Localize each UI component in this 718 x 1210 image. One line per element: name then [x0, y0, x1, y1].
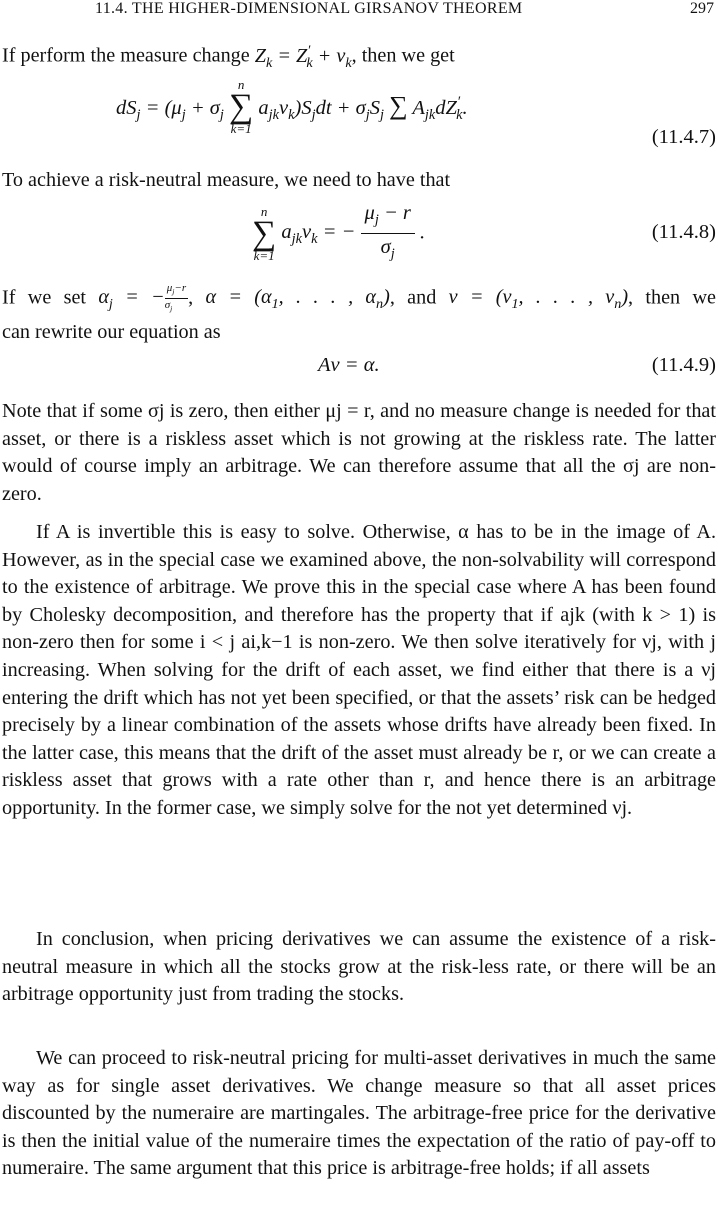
paragraph-conclusion: In conclusion, when pricing derivatives we can assume the existence of a risk-neutral measure in which all the stocks grow at the risk-less rate, or there will be an arbitrage opportunity just from trading the stocks.	[2, 928, 716, 1006]
equation-11-4-8	[0, 200, 718, 270]
running-head	[0, 0, 718, 22]
equation-11-4-7-label: (11.4.7)	[651, 126, 716, 148]
equation-11-4-7-formula: $dS_j = (\mu_j + \sigma_j$ n ∑ k=1 $a_{jk}\nu_k)S_jdt + \sigma_jS_j$ ∑ $A_{jk}dZ'_k$.	[116, 77, 468, 136]
intro-formula: $Z_k = Z'_k + \nu_k$	[254, 42, 352, 71]
note-paragraph	[2, 398, 716, 508]
paragraph-note: Note that if some σj is zero, then either μj = r, and no measure change is needed for that asset, or there is a riskless asset which is not growing at the riskless rate. The latter would of course imply an arbitrage. We can therefore assume that all the σj are non-zero.	[2, 400, 716, 505]
equation-11-4-9-formula: Aν = α.	[318, 354, 380, 376]
intro-text-after: , then we get	[351, 44, 455, 67]
running-head-title: 11.4. THE HIGHER-DIMENSIONAL GIRSANOV THEOREM	[95, 0, 523, 17]
paragraph-rewrite-end: can rewrite our equation as	[2, 320, 221, 343]
equation-11-4-9	[0, 354, 718, 384]
page-number: 297	[690, 0, 714, 17]
equation-11-4-7	[0, 78, 718, 158]
risk-neutral-line	[2, 167, 716, 195]
intro-text-before: If perform the measure change	[2, 44, 255, 67]
proceed-paragraph	[2, 1045, 716, 1183]
definition-paragraph: If we set $\alpha_j$ = − $\frac{\mu_j-r}{\sigma_j}$, $\alpha = (\alpha_1$, . . . , $\alpha_n$), and $\nu = (\nu_1$, . . . , $\nu_n$), then we can rewrite our equation as	[2, 282, 716, 347]
invertible-paragraph	[2, 519, 716, 823]
equation-11-4-8-formula: n ∑ k=1 $a_{jk}\nu_k$ = − $\frac{\mu_j - r}{\sigma_j}$ .	[252, 202, 426, 263]
equation-11-4-9-label: (11.4.9)	[651, 354, 716, 376]
conclusion-paragraph	[2, 926, 716, 1009]
paragraph-risk-neutral: To achieve a risk-neutral measure, we need to have that	[2, 169, 451, 191]
paragraph-invertible: If A is invertible this is easy to solve. Otherwise, α has to be in the image of A. However, as in the special case we examined above, the non-solvability will correspond to the existence of arbitrage. We prove this in the special case where A has been found by Cholesky decomposition, and therefore has the property that if ajk (with k > 1) is non-zero then for some i < j ai,k−1 is non-zero. We then solve iteratively for νj, with j increasing. When solving for the drift of each asset, we find either that there is a νj entering the drift which has not yet been specified, or that the assets’ risk can be hedged precisely by a linear combination of the assets whose drifts have already been fixed. In the latter case, this means that the drift of the asset must already be r, or we can create a riskless asset that grows with a rate other than r, and hence there is an arbitrage opportunity. In the former case, we simply solve for the not yet determined νj.	[2, 521, 716, 819]
intro-line	[2, 37, 716, 77]
equation-11-4-8-label: (11.4.8)	[651, 221, 716, 243]
paragraph-proceed: We can proceed to risk-neutral pricing for multi-asset derivatives in much the same way as for single asset derivatives. We change measure so that all asset prices discounted by the numeraire are martingales. The arbitrage-free price for the derivative is then the initial value of the numeraire times the expectation of the ratio of pay-off to numeraire. The same argument that this price is arbitrage-free holds; if all assets	[2, 1047, 716, 1180]
